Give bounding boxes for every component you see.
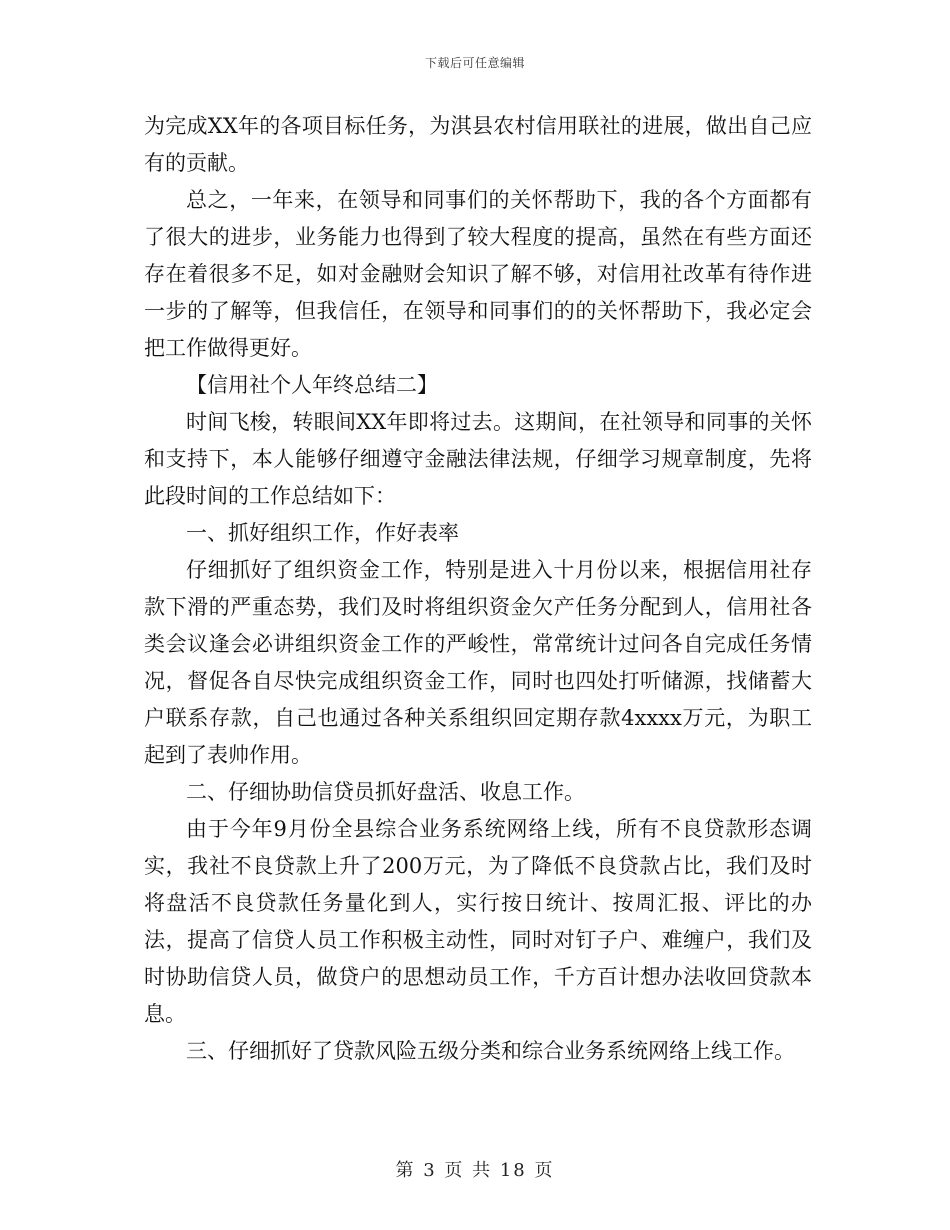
- paragraph: 总之，一年来，在领导和同事们的关怀帮助下，我的各个方面都有了很大的进步，业务能力也得到了较大程度的提高，虽然在有些方面还存在着很多不足，如对金融财会知识了解不够，对信用社改革有待作进一步的了解等，但我信任，在领导和同事们的的关怀帮助下，我必定会把工作做得更好。: [144, 188, 812, 360]
- paragraph: 仔细抓好了组织资金工作，特别是进入十月份以来，根据信用社存款下滑的严重态势，我们及时将组织资金欠产任务分配到人，信用社各类会议逢会必讲组织资金工作的严峻性，常常统计过问各自完成任务情况，督促各自尽快完成组织资金工作，同时也四处打听储源，找储蓄大户联系存款，自己也通过各种关系组织回定期存款4xxxx万元，为职工起到了表帅作用。: [144, 558, 812, 767]
- paragraph: 时间飞梭，转眼间XX年即将过去。这期间，在社领导和同事的关怀和支持下，本人能够仔细遵守金融法律法规，仔细学习规章制度，先将此段时间的工作总结如下：: [144, 410, 812, 508]
- section-heading: 二、仔细协助信贷员抓好盘活、收息工作。: [186, 780, 585, 804]
- section-heading: 一、抓好组织工作，作好表率: [186, 521, 459, 545]
- paragraph: 由于今年9月份全县综合业务系统网络上线，所有不良贷款形态调实，我社不良贷款上升了200万元，为了降低不良贷款占比，我们及时将盘活不良贷款任务量化到人，实行按日统计、按周汇报、评比的办法，提高了信贷人员工作积极主动性，同时对钉子户、难缠户，我们及时协助信贷人员，做贷户的思想动员工作，千方百计想办法收回贷款本息。: [144, 817, 812, 1026]
- page-header-note: 下载后可任意编辑: [424, 56, 525, 70]
- page-number: 第 3 页 共 18 页: [395, 1160, 555, 1181]
- section-heading: 【信用社个人年终总结二】: [186, 373, 438, 397]
- paragraph: 为完成XX年的各项目标任务，为淇县农村信用联社的进展，做出自己应有的贡献。: [144, 114, 812, 175]
- section-heading: 三、仔细抓好了贷款风险五级分类和综合业务系统网络上线工作。: [186, 1039, 795, 1063]
- document-body: [144, 108, 812, 1070]
